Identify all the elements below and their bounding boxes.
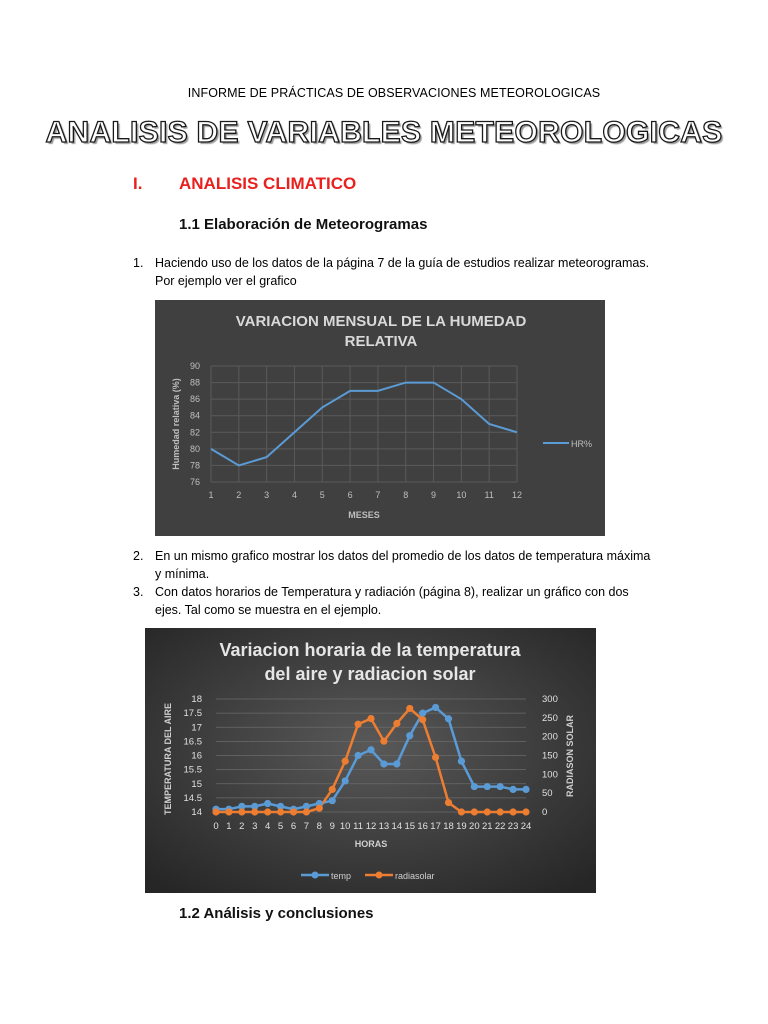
subsection-heading-2: 1.2 Análisis y conclusiones xyxy=(179,905,374,922)
x-tick-label: 23 xyxy=(507,821,519,832)
subsection-heading-1: 1.1 Elaboración de Meteorogramas xyxy=(179,216,428,233)
temp-data-point xyxy=(342,777,349,784)
page-header: INFORME DE PRÁCTICAS DE OBSERVACIONES METEOROLOGICAS xyxy=(187,86,601,100)
legend-label-radiasolar: radiasolar xyxy=(395,871,435,881)
y-tick-label: 14 xyxy=(191,807,202,818)
radiasolar-data-point xyxy=(251,808,258,815)
legend-marker-radiasolar xyxy=(376,872,383,879)
x-tick-label: 16 xyxy=(417,821,428,832)
y-tick-label: 90 xyxy=(189,361,200,371)
x-tick-label: 2 xyxy=(236,490,242,500)
x-tick-label: 0 xyxy=(213,821,219,832)
x-tick-label: 13 xyxy=(378,821,390,832)
temp-data-point xyxy=(419,710,426,717)
x-tick-label: 9 xyxy=(431,490,437,500)
temp-data-point xyxy=(432,704,439,711)
y-tick-label: 80 xyxy=(189,443,200,454)
temp-data-point xyxy=(264,800,271,807)
y-tick-label: 86 xyxy=(189,394,200,405)
x-tick-label: 15 xyxy=(404,821,416,832)
x-tick-label: 18 xyxy=(443,821,454,832)
y-tick-label: 76 xyxy=(189,477,200,487)
chart-title-line-1: Variacion horaria de la temperatura xyxy=(219,640,521,660)
x-tick-label: 3 xyxy=(264,490,270,500)
radiasolar-data-point xyxy=(212,808,219,815)
x-axis-label: HORAS xyxy=(354,839,388,849)
radiasolar-data-point xyxy=(303,808,310,815)
radiasolar-data-point xyxy=(393,720,400,727)
temp-data-point xyxy=(367,746,374,753)
y-tick-label: 82 xyxy=(189,427,200,438)
radiasolar-data-point xyxy=(484,808,491,815)
temp-radiation-chart xyxy=(145,628,596,893)
radiasolar-data-point xyxy=(406,705,413,712)
x-tick-label: 22 xyxy=(494,821,506,832)
y2-tick-label: 150 xyxy=(542,750,558,762)
temp-data-point xyxy=(509,786,516,793)
temp-data-point xyxy=(380,760,387,767)
x-tick-label: 6 xyxy=(347,490,353,500)
y-tick-label: 15.5 xyxy=(183,764,202,776)
x-tick-label: 6 xyxy=(290,821,297,832)
x-tick-label: 24 xyxy=(520,821,532,832)
x-tick-label: 8 xyxy=(316,821,322,832)
list-item-text: Haciendo uso de los datos de la página 7 de la guía de estudios realizar meteorogramas. Por ejemplo ver el grafico xyxy=(155,256,650,288)
x-tick-label: 12 xyxy=(365,821,377,832)
list-item-number: 3. xyxy=(133,585,144,599)
y-tick-label: 15 xyxy=(191,778,202,790)
temp-data-point xyxy=(484,783,491,790)
x-tick-label: 2 xyxy=(239,821,245,832)
x-tick-label: 1 xyxy=(208,490,214,500)
y2-tick-label: 250 xyxy=(542,712,558,724)
list-item-text: Con datos horarios de Temperatura y radiación (página 8), realizar un gráfico con dos ejes. Tal como se muestra en el ejemplo. xyxy=(155,585,629,617)
radiasolar-data-point xyxy=(316,805,323,812)
list-item-number: 2. xyxy=(133,549,144,563)
y-tick-label: 18 xyxy=(191,694,202,705)
y2-tick-label: 100 xyxy=(542,769,558,781)
radiasolar-data-point xyxy=(380,738,387,745)
temp-data-point xyxy=(522,786,529,793)
y-tick-label: 17.5 xyxy=(183,708,202,720)
radiasolar-data-point xyxy=(458,808,465,815)
y2-axis-label: RADIASON SOLAR xyxy=(565,714,575,798)
y-tick-label: 78 xyxy=(189,460,200,471)
radiasolar-data-point xyxy=(342,758,349,765)
y-tick-label: 17 xyxy=(191,722,202,734)
radiasolar-data-point xyxy=(432,754,439,761)
legend-marker-temp xyxy=(312,872,319,879)
radiasolar-data-point xyxy=(419,716,426,723)
radiasolar-data-point xyxy=(264,808,271,815)
list-item-text: En un mismo grafico mostrar los datos del promedio de los datos de temperatura máxima y mínima. xyxy=(155,549,651,581)
temp-data-point xyxy=(497,783,504,790)
radiasolar-data-point xyxy=(329,786,336,793)
x-axis-label: MESES xyxy=(348,510,380,520)
radiasolar-data-point xyxy=(290,808,297,815)
legend-label-temp: temp xyxy=(331,871,352,881)
x-tick-label: 4 xyxy=(265,821,271,832)
radiasolar-data-point xyxy=(471,808,478,815)
y-axis-label: Humedad relativa (%) xyxy=(171,378,181,470)
radiasolar-data-point xyxy=(509,808,516,815)
x-tick-label: 9 xyxy=(329,821,335,832)
x-tick-label: 10 xyxy=(456,490,467,500)
x-tick-label: 4 xyxy=(291,490,297,500)
y-tick-label: 88 xyxy=(189,377,200,388)
x-tick-label: 5 xyxy=(277,821,284,832)
y-axis-label: TEMPERATURA DEL AIRE xyxy=(163,702,173,816)
radiasolar-data-point xyxy=(367,715,374,722)
x-tick-label: 20 xyxy=(469,821,480,832)
y-tick-label: 14.5 xyxy=(183,792,202,804)
radiasolar-data-point xyxy=(238,808,245,815)
chart-title-line-2: del aire y radiacion solar xyxy=(264,664,476,684)
x-tick-label: 12 xyxy=(511,490,523,500)
x-tick-label: 14 xyxy=(391,821,403,832)
y2-tick-label: 0 xyxy=(542,807,548,818)
section-number: I. xyxy=(133,174,143,193)
x-tick-label: 11 xyxy=(484,490,494,500)
chart-title-line-1: VARIACION MENSUAL DE LA HUMEDAD xyxy=(235,313,527,330)
radiasolar-data-point xyxy=(277,808,284,815)
x-tick-label: 19 xyxy=(456,821,467,832)
radiasolar-data-point xyxy=(522,808,529,815)
temp-data-point xyxy=(458,758,465,765)
x-tick-label: 7 xyxy=(303,821,310,832)
temp-data-point xyxy=(354,752,361,759)
x-tick-label: 7 xyxy=(375,490,381,500)
document-title: ANALISIS DE VARIABLES METEOROLOGICAS xyxy=(45,116,723,149)
humidity-chart xyxy=(155,300,605,536)
section-title: ANALISIS CLIMATICO xyxy=(179,174,357,193)
x-tick-label: 21 xyxy=(481,821,493,832)
temp-data-point xyxy=(393,760,400,767)
x-tick-label: 8 xyxy=(403,490,409,500)
temp-radiation-chart-svg xyxy=(145,628,596,893)
temp-data-point xyxy=(406,732,413,739)
y-tick-label: 16.5 xyxy=(183,736,202,748)
x-tick-label: 17 xyxy=(430,821,441,832)
x-tick-label: 10 xyxy=(339,821,351,832)
list-item-number: 1. xyxy=(133,256,144,270)
temp-data-point xyxy=(445,715,452,722)
x-tick-label: 5 xyxy=(319,490,325,500)
legend-label: HR% xyxy=(571,439,593,449)
y2-tick-label: 300 xyxy=(542,694,558,705)
y-tick-label: 16 xyxy=(191,750,202,762)
temp-data-point xyxy=(471,783,478,790)
x-tick-label: 1 xyxy=(226,821,232,832)
radiasolar-data-point xyxy=(445,799,452,806)
y2-tick-label: 50 xyxy=(542,788,553,800)
radiasolar-data-point xyxy=(354,721,361,728)
temp-data-point xyxy=(329,797,336,804)
radiasolar-data-point xyxy=(497,808,504,815)
chart-title-line-2: RELATIVA xyxy=(344,333,418,350)
x-tick-label: 11 xyxy=(353,821,364,832)
y2-tick-label: 200 xyxy=(542,731,558,743)
y-tick-label: 84 xyxy=(189,410,200,421)
humidity-chart-svg xyxy=(155,300,605,536)
radiasolar-data-point xyxy=(225,808,232,815)
x-tick-label: 3 xyxy=(252,821,258,832)
